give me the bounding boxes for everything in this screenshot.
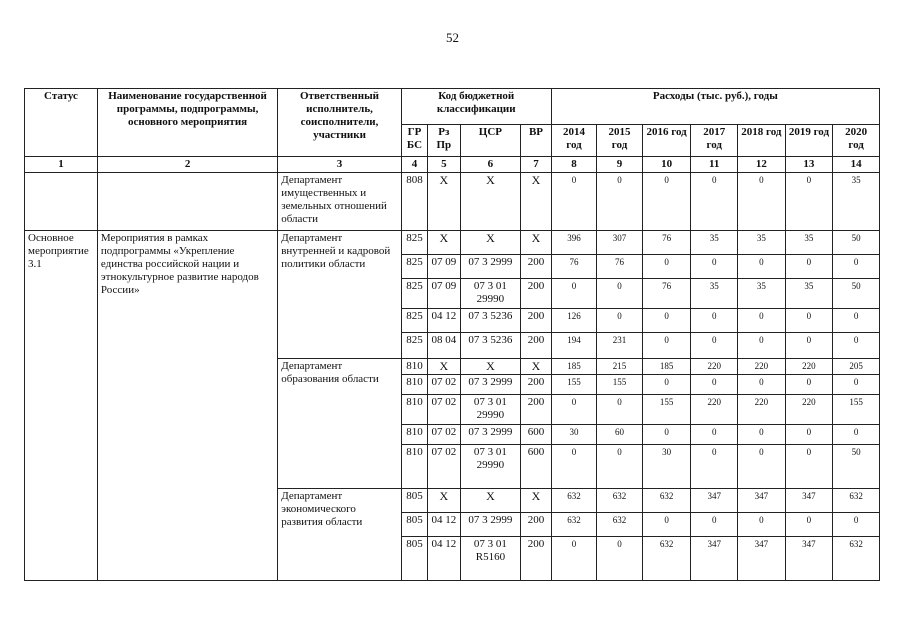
value-cell: 0 xyxy=(551,279,597,309)
column-number: 5 xyxy=(428,157,460,173)
value-cell: 215 xyxy=(597,359,643,375)
value-cell: 30 xyxy=(642,445,691,489)
value-cell: 347 xyxy=(785,537,833,581)
executor-cell: Департамент образования области xyxy=(278,359,402,489)
value-cell: 185 xyxy=(551,359,597,375)
column-numbers-row xyxy=(25,157,880,173)
grbs-cell: 825 xyxy=(401,309,427,333)
rzpr-cell: 04 12 xyxy=(428,309,460,333)
csr-cell: 07 3 2999 xyxy=(460,255,521,279)
value-cell: 0 xyxy=(551,395,597,425)
status-cell-empty xyxy=(25,173,98,231)
vr-cell: 200 xyxy=(521,279,551,309)
rzpr-cell: 07 09 xyxy=(428,255,460,279)
value-cell: 35 xyxy=(691,231,738,255)
value-cell: 0 xyxy=(597,173,643,231)
csr-cell: Х xyxy=(460,231,521,255)
value-cell: 0 xyxy=(738,425,786,445)
value-cell: 231 xyxy=(597,333,643,359)
vr-cell: 200 xyxy=(521,255,551,279)
header-year: 2020 год xyxy=(833,125,880,157)
value-cell: 0 xyxy=(738,375,786,395)
vr-cell: 200 xyxy=(521,309,551,333)
value-cell: 0 xyxy=(785,173,833,231)
header-rzpr: Рз Пр xyxy=(428,125,460,157)
value-cell: 0 xyxy=(691,309,738,333)
rzpr-cell: 07 02 xyxy=(428,375,460,395)
value-cell: 155 xyxy=(833,395,880,425)
value-cell: 155 xyxy=(642,395,691,425)
value-cell: 0 xyxy=(738,445,786,489)
value-cell: 76 xyxy=(597,255,643,279)
executor-cell: Департамент экономического развития области xyxy=(278,489,402,581)
header-grbs: ГР БС xyxy=(401,125,427,157)
value-cell: 0 xyxy=(738,255,786,279)
vr-cell: 200 xyxy=(521,537,551,581)
rzpr-cell: 04 12 xyxy=(428,537,460,581)
rzpr-cell: 08 04 xyxy=(428,333,460,359)
value-cell: 0 xyxy=(785,425,833,445)
csr-cell: Х xyxy=(460,173,521,231)
value-cell: 0 xyxy=(691,513,738,537)
vr-cell: Х xyxy=(521,231,551,255)
value-cell: 0 xyxy=(738,173,786,231)
column-number: 9 xyxy=(597,157,643,173)
value-cell: 0 xyxy=(642,333,691,359)
vr-cell: 200 xyxy=(521,333,551,359)
value-cell: 50 xyxy=(833,231,880,255)
value-cell: 0 xyxy=(642,255,691,279)
csr-cell: 07 3 2999 xyxy=(460,425,521,445)
value-cell: 0 xyxy=(551,445,597,489)
value-cell: 0 xyxy=(833,425,880,445)
value-cell: 0 xyxy=(642,375,691,395)
rzpr-cell: Х xyxy=(428,489,460,513)
vr-cell: Х xyxy=(521,359,551,375)
value-cell: 76 xyxy=(642,279,691,309)
value-cell: 0 xyxy=(642,173,691,231)
value-cell: 35 xyxy=(738,231,786,255)
value-cell: 35 xyxy=(833,173,880,231)
header-year: 2019 год xyxy=(785,125,833,157)
value-cell: 347 xyxy=(691,537,738,581)
grbs-cell: 810 xyxy=(401,445,427,489)
grbs-cell: 825 xyxy=(401,255,427,279)
rzpr-cell: 07 02 xyxy=(428,445,460,489)
value-cell: 0 xyxy=(785,445,833,489)
csr-cell: 07 3 2999 xyxy=(460,375,521,395)
value-cell: 35 xyxy=(691,279,738,309)
value-cell: 347 xyxy=(691,489,738,513)
value-cell: 0 xyxy=(833,375,880,395)
value-cell: 0 xyxy=(642,309,691,333)
column-number: 14 xyxy=(833,157,880,173)
csr-cell: 07 3 2999 xyxy=(460,513,521,537)
grbs-cell: 810 xyxy=(401,395,427,425)
value-cell: 0 xyxy=(738,333,786,359)
header-responsible: Ответственный исполнитель, соисполнители, участники xyxy=(278,89,402,157)
value-cell: 347 xyxy=(738,489,786,513)
value-cell: 347 xyxy=(785,489,833,513)
grbs-cell: 825 xyxy=(401,231,427,255)
vr-cell: 200 xyxy=(521,375,551,395)
column-number: 3 xyxy=(278,157,402,173)
grbs-cell: 825 xyxy=(401,333,427,359)
header-budget-code: Код бюджетной классификации xyxy=(401,89,551,125)
value-cell: 0 xyxy=(597,537,643,581)
csr-cell: 07 3 01 29990 xyxy=(460,445,521,489)
value-cell: 632 xyxy=(642,537,691,581)
value-cell: 0 xyxy=(597,309,643,333)
value-cell: 35 xyxy=(785,279,833,309)
grbs-cell: 805 xyxy=(401,537,427,581)
value-cell: 347 xyxy=(738,537,786,581)
csr-cell: 07 3 01 29990 xyxy=(460,395,521,425)
value-cell: 0 xyxy=(738,309,786,333)
main-name: Мероприятия в рамках подпрограммы «Укрепление единства российской нации и этнокультурное развитие народов России» xyxy=(97,231,277,581)
rzpr-cell: 04 12 xyxy=(428,513,460,537)
header-csr: ЦСР xyxy=(460,125,521,157)
header-year: 2016 год xyxy=(642,125,691,157)
vr-cell: Х xyxy=(521,173,551,231)
value-cell: 632 xyxy=(597,513,643,537)
value-cell: 60 xyxy=(597,425,643,445)
header-year: 2014 год xyxy=(551,125,597,157)
value-cell: 0 xyxy=(551,173,597,231)
main-status: Основное мероприятие 3.1 xyxy=(25,231,98,581)
value-cell: 50 xyxy=(833,445,880,489)
value-cell: 632 xyxy=(597,489,643,513)
header-status: Статус xyxy=(25,89,98,157)
value-cell: 76 xyxy=(551,255,597,279)
csr-cell: 07 3 5236 xyxy=(460,333,521,359)
value-cell: 0 xyxy=(833,255,880,279)
value-cell: 0 xyxy=(597,279,643,309)
csr-cell: Х xyxy=(460,489,521,513)
vr-cell: 200 xyxy=(521,513,551,537)
header-name: Наименование государственной программы, подпрограммы, основного мероприятия xyxy=(97,89,277,157)
value-cell: 396 xyxy=(551,231,597,255)
value-cell: 0 xyxy=(833,309,880,333)
grbs-cell: 810 xyxy=(401,359,427,375)
column-number: 13 xyxy=(785,157,833,173)
header-year: 2018 год xyxy=(738,125,786,157)
grbs-cell: 825 xyxy=(401,279,427,309)
budget-table xyxy=(24,88,880,581)
column-number: 4 xyxy=(401,157,427,173)
value-cell: 194 xyxy=(551,333,597,359)
csr-cell: 07 3 01 29990 xyxy=(460,279,521,309)
value-cell: 220 xyxy=(691,359,738,375)
column-number: 10 xyxy=(642,157,691,173)
value-cell: 185 xyxy=(642,359,691,375)
vr-cell: 600 xyxy=(521,425,551,445)
column-number: 11 xyxy=(691,157,738,173)
column-number: 7 xyxy=(521,157,551,173)
vr-cell: Х xyxy=(521,489,551,513)
value-cell: 0 xyxy=(691,425,738,445)
value-cell: 0 xyxy=(691,445,738,489)
table-row xyxy=(25,231,880,255)
value-cell: 0 xyxy=(691,173,738,231)
rzpr-cell: 07 02 xyxy=(428,395,460,425)
value-cell: 0 xyxy=(785,513,833,537)
rzpr-cell: 07 09 xyxy=(428,279,460,309)
rzpr-cell: Х xyxy=(428,359,460,375)
value-cell: 0 xyxy=(691,375,738,395)
value-cell: 220 xyxy=(785,395,833,425)
value-cell: 0 xyxy=(642,425,691,445)
value-cell: 0 xyxy=(785,309,833,333)
value-cell: 0 xyxy=(785,375,833,395)
csr-cell: 07 3 01 R5160 xyxy=(460,537,521,581)
grbs-cell: 810 xyxy=(401,375,427,395)
value-cell: 126 xyxy=(551,309,597,333)
value-cell: 0 xyxy=(833,333,880,359)
value-cell: 0 xyxy=(785,255,833,279)
value-cell: 205 xyxy=(833,359,880,375)
column-number: 2 xyxy=(97,157,277,173)
vr-cell: 600 xyxy=(521,445,551,489)
rzpr-cell: Х xyxy=(428,231,460,255)
grbs-cell: 805 xyxy=(401,489,427,513)
header-year: 2017 год xyxy=(691,125,738,157)
value-cell: 0 xyxy=(833,513,880,537)
value-cell: 155 xyxy=(597,375,643,395)
column-number: 8 xyxy=(551,157,597,173)
value-cell: 307 xyxy=(597,231,643,255)
value-cell: 155 xyxy=(551,375,597,395)
value-cell: 632 xyxy=(833,489,880,513)
value-cell: 0 xyxy=(551,537,597,581)
table-row xyxy=(25,173,880,231)
value-cell: 632 xyxy=(551,489,597,513)
value-cell: 0 xyxy=(597,395,643,425)
column-number: 1 xyxy=(25,157,98,173)
grbs-cell: 805 xyxy=(401,513,427,537)
column-number: 12 xyxy=(738,157,786,173)
csr-cell: 07 3 5236 xyxy=(460,309,521,333)
value-cell: 632 xyxy=(642,489,691,513)
value-cell: 220 xyxy=(691,395,738,425)
csr-cell: Х xyxy=(460,359,521,375)
header-year: 2015 год xyxy=(597,125,643,157)
value-cell: 35 xyxy=(785,231,833,255)
rzpr-cell: Х xyxy=(428,173,460,231)
value-cell: 220 xyxy=(738,359,786,375)
value-cell: 0 xyxy=(642,513,691,537)
value-cell: 632 xyxy=(551,513,597,537)
value-cell: 35 xyxy=(738,279,786,309)
value-cell: 0 xyxy=(691,333,738,359)
header-expenses: Расходы (тыс. руб.), годы xyxy=(551,89,879,125)
column-number: 6 xyxy=(460,157,521,173)
value-cell: 50 xyxy=(833,279,880,309)
executor-cell: Департамент имущественных и земельных отношений области xyxy=(278,173,402,231)
value-cell: 0 xyxy=(738,513,786,537)
value-cell: 632 xyxy=(833,537,880,581)
vr-cell: 200 xyxy=(521,395,551,425)
value-cell: 0 xyxy=(691,255,738,279)
value-cell: 220 xyxy=(785,359,833,375)
executor-cell: Департамент внутренней и кадровой политики области xyxy=(278,231,402,359)
grbs-cell: 808 xyxy=(401,173,427,231)
value-cell: 220 xyxy=(738,395,786,425)
value-cell: 30 xyxy=(551,425,597,445)
header-vr: ВР xyxy=(521,125,551,157)
page-number: 52 xyxy=(446,30,459,45)
value-cell: 0 xyxy=(597,445,643,489)
grbs-cell: 810 xyxy=(401,425,427,445)
value-cell: 0 xyxy=(785,333,833,359)
rzpr-cell: 07 02 xyxy=(428,425,460,445)
value-cell: 76 xyxy=(642,231,691,255)
name-cell-empty xyxy=(97,173,277,231)
